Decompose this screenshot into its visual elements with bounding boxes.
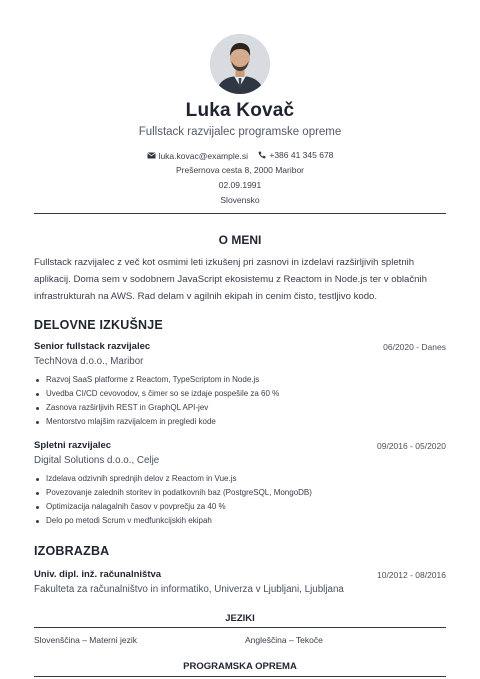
languages-heading: JEZIKI [225,613,255,624]
email-text: luka.kovac@example.si [158,150,248,161]
contact-line [0,150,480,161]
software-divider [34,676,446,677]
envelope-icon [147,152,156,159]
school-name: Fakulteta za računalništvo in informatiko, Univerza v Ljubljani, Ljubljana [34,584,344,595]
job-title: Senior fullstack razvijalec [34,341,151,352]
job-bullets [34,373,279,429]
about-text: Fullstack razvijalec z več kot osmimi leti izkušenj pri zasnovi in izdelavi razširljivih spletnih aplikacij. Doma sem v sodobnem JavaScript ekosistemu z Reactom in Node.js ter v oblačnih infrastrukturah na AWS. Rad delam v agilnih ekipah in cenim čisto, testljivo kodo. [34,257,427,302]
about-heading: O MENI [218,233,262,247]
language-item: Angleščina – Tekoče [245,635,323,645]
list-item: Uvedba CI/CD cevovodov, s čimer so se izdaje pospešile za 60 % [34,387,279,401]
birthdate-text: 02.09.1991 [218,180,262,190]
list-item: Delo po metodi Scrum v medfunkcijskih ekipah [34,514,312,528]
list-item: Zasnova razširljivih REST in GraphQL API-jev [34,401,279,415]
job-title: Spletni razvijalec [34,440,112,451]
job-company: Digital Solutions d.o.o., Celje [34,455,160,466]
phone-icon [258,151,266,159]
phone-item[interactable] [258,150,333,160]
job-bullets [34,472,312,528]
address-text: Prešernova cesta 8, 2000 Maribor [175,165,305,175]
profile-photo [210,34,270,94]
list-item: Mentorstvo mlajšim razvijalcem in pregledi kode [34,415,279,429]
list-item: Izdelava odzivnih sprednjih delov z Reactom in Vue.js [34,472,312,486]
language-item: Slovenščina – Materni jezik [34,635,137,645]
list-item: Optimizacija nalagalnih časov v povprečju za 40 % [34,500,312,514]
country-text: Slovensko [220,195,260,205]
list-item: Razvoj SaaS platforme z Reactom, TypeScriptom in Node.js [34,373,279,387]
degree-title: Univ. dipl. inž. računalništva [34,569,162,580]
experience-heading: DELOVNE IZKUŠNJE [34,318,163,332]
avatar [210,34,270,94]
job-company: TechNova d.o.o., Maribor [34,356,144,367]
job-headline: Fullstack razvijalec programske opreme [138,126,342,138]
candidate-name: Luka Kovač [185,100,295,121]
languages-divider [34,627,446,628]
email-item[interactable] [147,151,248,161]
header-divider [34,213,446,214]
education-date: 10/2012 - 08/2016 [376,570,446,580]
phone-text: +386 41 345 678 [269,150,334,160]
list-item: Povezovanje zalednih storitev in podatkovnih baz (PostgreSQL, MongoDB) [34,486,312,500]
education-heading: IZOBRAZBA [34,544,110,558]
job-date: 06/2020 - Danes [383,342,446,352]
software-heading: PROGRAMSKA OPREMA [183,661,297,672]
job-date: 09/2016 - 05/2020 [376,441,446,451]
